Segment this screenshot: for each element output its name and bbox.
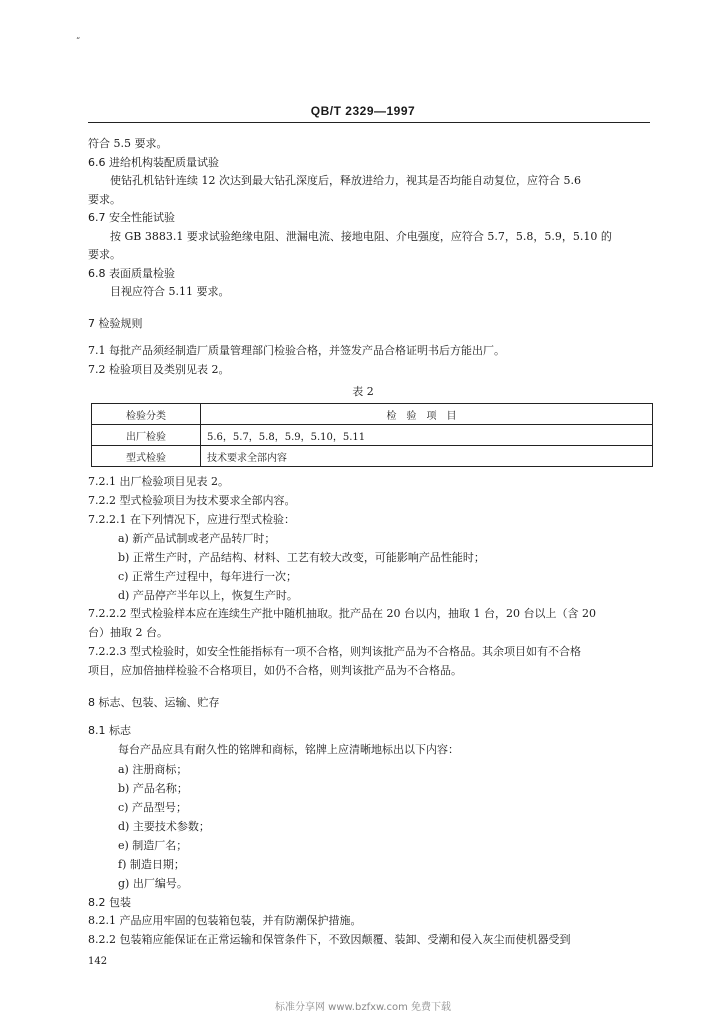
text-line: 8.2.1 产品应用牢固的包装箱包装，并有防潮保护措施。 <box>88 914 362 927</box>
text-line: 8.2.2 包装箱应能保证在正常运输和保管条件下，不致因颠覆、装卸、受潮和侵入灰尘而使机器受到 <box>88 933 571 946</box>
table-cell: 型式检验 <box>92 446 201 467</box>
list-item: a) 新产品试制或老产品转厂时； <box>118 532 276 545</box>
page-number: 142 <box>88 956 108 967</box>
text-line: 台）抽取 2 台。 <box>88 626 168 639</box>
table-row <box>92 425 653 446</box>
table-header-row <box>92 404 653 425</box>
text-line: 要求。 <box>88 193 121 206</box>
chapter-heading-7: 7 检验规则 <box>88 317 143 330</box>
list-item: e) 制造厂名； <box>118 839 188 852</box>
list-item: f) 制造日期； <box>118 858 185 871</box>
text-line: 要求。 <box>88 248 121 261</box>
text-line: 符合 5.5 要求。 <box>88 137 168 150</box>
list-item: b) 产品名称； <box>118 782 188 795</box>
text-line: 每台产品应具有耐久性的铭牌和商标，铭牌上应清晰地标出以下内容： <box>118 743 459 756</box>
list-item: c) 产品型号； <box>118 801 187 814</box>
text-line: 使钻孔机钻针连续 12 次达到最大钻孔深度后，释放进给力，视其是否均能自动复位，应符合 5.6 <box>110 174 581 187</box>
section-heading-8-1: 8.1 标志 <box>88 724 131 737</box>
text-line: 7.2 检验项目及类别见表 2。 <box>88 363 230 376</box>
list-item: c) 正常生产过程中，每年进行一次； <box>118 570 297 583</box>
table-cell: 技术要求全部内容 <box>201 446 653 467</box>
section-heading-6-7: 6.7 安全性能试验 <box>88 211 175 224</box>
table-header-cell: 检验项目 <box>201 404 653 425</box>
list-item: a) 注册商标； <box>118 763 188 776</box>
section-heading-6-6: 6.6 进给机构装配质量试验 <box>88 156 219 169</box>
header-rule <box>88 122 650 123</box>
table-header-cell: 检验分类 <box>92 404 201 425</box>
watermark-footer: 标准分享网 www.bzfxw.com 免费下载 <box>275 1002 451 1013</box>
corner-mark: “ <box>76 36 81 45</box>
text-line: 7.2.2.1 在下列情况下，应进行型式检验： <box>88 513 295 526</box>
standard-header: QB/T 2329—1997 <box>310 104 416 118</box>
text-line: 7.2.2 型式检验项目为技术要求全部内容。 <box>88 494 296 507</box>
text-line: 目视应符合 5.11 要求。 <box>110 285 230 298</box>
table-cell: 出厂检验 <box>92 425 201 446</box>
list-item: g) 出厂编号。 <box>118 877 188 890</box>
text-line: 7.1 每批产品须经制造厂质量管理部门检验合格，并签发产品合格证明书后方能出厂。 <box>88 344 505 357</box>
table-caption: 表 2 <box>352 385 374 398</box>
section-heading-6-8: 6.8 表面质量检验 <box>88 267 175 280</box>
text-line: 7.2.2.2 型式检验样本应在连续生产批中随机抽取。批产品在 20 台以内，抽取 1 台，20 台以上（含 20 <box>88 607 596 620</box>
text-line: 项目，应加倍抽样检验不合格项目，如仍不合格，则判该批产品为不合格品。 <box>88 664 462 677</box>
inspection-table <box>91 403 653 467</box>
text-line: 7.2.1 出厂检验项目见表 2。 <box>88 475 229 488</box>
list-item: d) 产品停产半年以上，恢复生产时。 <box>118 589 298 602</box>
text-line: 按 GB 3883.1 要求试验绝缘电阻、泄漏电流、接地电阻、介电强度，应符合 5.7，5.8，5.9，5.10 的 <box>110 230 612 243</box>
list-item: d) 主要技术参数； <box>118 820 210 833</box>
table-row <box>92 446 653 467</box>
section-heading-8-2: 8.2 包装 <box>88 896 131 909</box>
chapter-heading-8: 8 标志、包装、运输、贮存 <box>88 696 220 709</box>
table-cell: 5.6，5.7，5.8，5.9，5.10，5.11 <box>201 425 653 446</box>
text-line: 7.2.2.3 型式检验时，如安全性能指标有一项不合格，则判该批产品为不合格品。其余项目如有不合格 <box>88 645 581 658</box>
list-item: b) 正常生产时，产品结构、材料、工艺有较大改变，可能影响产品性能时； <box>118 551 485 564</box>
